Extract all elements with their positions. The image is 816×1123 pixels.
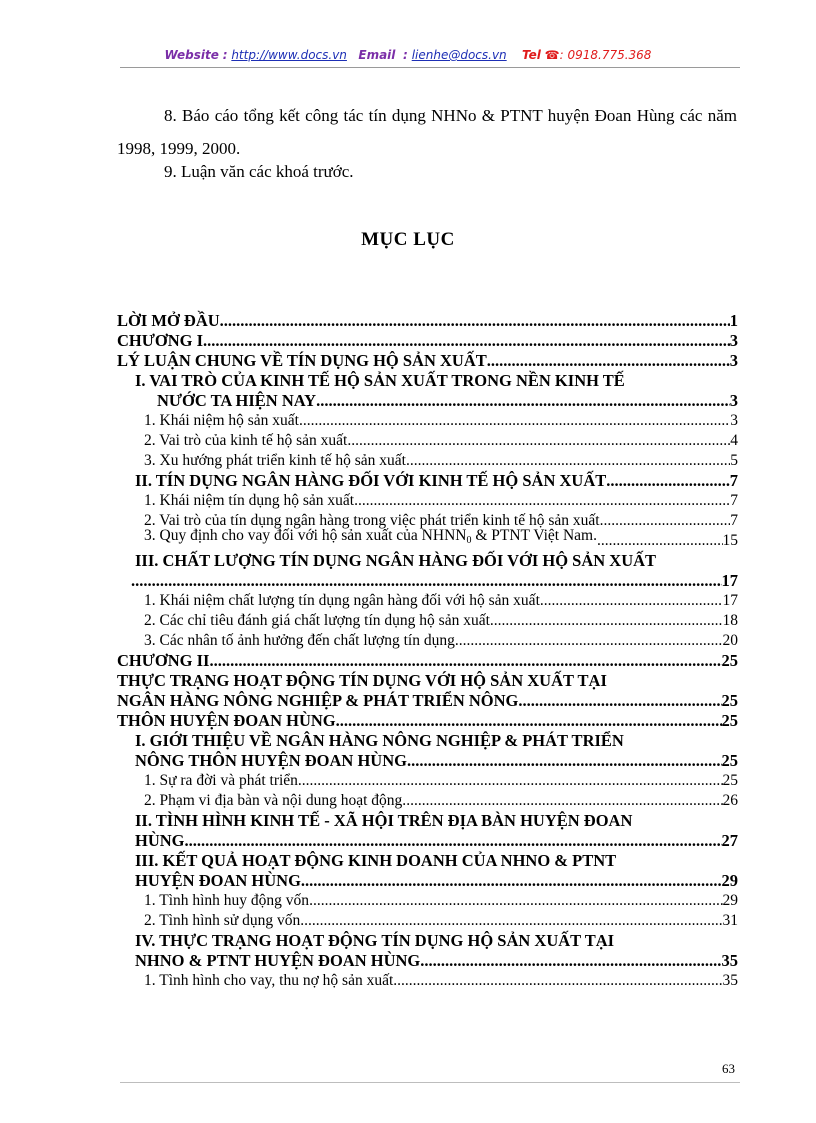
toc-leader bbox=[209, 651, 721, 671]
toc-entry[interactable] bbox=[117, 591, 738, 611]
toc-entry-title: 1. Khái niệm hộ sản xuất bbox=[144, 412, 299, 429]
toc-page: 25 bbox=[721, 751, 738, 770]
toc-entry-title: CHƯƠNG I bbox=[117, 331, 204, 350]
toc-entry-line1[interactable]: THỰC TRẠNG HOẠT ĐỘNG TÍN DỤNG VỚI HỘ SẢN XUẤT TẠI bbox=[117, 671, 607, 690]
toc-page: 25 bbox=[722, 772, 738, 789]
toc-entry-title: 1. Khái niệm chất lượng tín dụng ngân hàng đối với hộ sản xuất bbox=[144, 592, 540, 609]
toc-page: 35 bbox=[721, 951, 738, 970]
toc-entry-title: LỜI MỞ ĐẦU bbox=[117, 311, 220, 330]
toc-entry[interactable] bbox=[117, 491, 738, 511]
toc-entry[interactable] bbox=[117, 791, 738, 811]
toc-entry-title: 3. Các nhân tố ảnh hưởng đến chất lượng tín dụng bbox=[144, 632, 455, 649]
toc-entry[interactable] bbox=[117, 911, 738, 931]
toc-page: 15 bbox=[722, 532, 738, 549]
toc-leader bbox=[309, 891, 722, 911]
toc-entry-line1[interactable]: II. TÌNH HÌNH KINH TẾ - XÃ HỘI TRÊN ĐỊA BÀN HUYỆN ĐOAN bbox=[135, 811, 633, 830]
toc-leader bbox=[420, 951, 721, 971]
toc-entry-line1[interactable]: III. KẾT QUẢ HOẠT ĐỘNG KINH DOANH CỦA NHNO & PTNT bbox=[135, 851, 617, 870]
toc-entry[interactable] bbox=[117, 631, 738, 651]
toc-entry[interactable] bbox=[117, 451, 738, 471]
toc-page: 25 bbox=[721, 711, 738, 730]
toc-leader bbox=[455, 631, 723, 651]
toc-leader bbox=[490, 611, 723, 631]
toc-page: 29 bbox=[722, 892, 738, 909]
toc-leader bbox=[487, 351, 730, 371]
toc-leader bbox=[347, 431, 730, 451]
toc-page: 17 bbox=[721, 571, 738, 590]
toc-page: 31 bbox=[722, 912, 738, 929]
toc-leader bbox=[336, 711, 722, 731]
toc-entry-title: NƯỚC TA HIỆN NAY bbox=[157, 391, 317, 410]
toc-entry[interactable] bbox=[117, 331, 738, 351]
toc-page: 3 bbox=[729, 331, 738, 350]
toc-page: 4 bbox=[730, 432, 738, 449]
toc-page: 18 bbox=[722, 612, 738, 629]
toc-entry[interactable] bbox=[117, 571, 738, 591]
toc-page: 3 bbox=[730, 412, 738, 429]
toc-entry-text: & PTNT Việt Nam. bbox=[471, 527, 597, 544]
header-divider bbox=[120, 67, 740, 68]
toc-entry-title: 1. Tình hình cho vay, thu nợ hộ sản xuất bbox=[144, 972, 394, 989]
toc-page: 3 bbox=[729, 391, 738, 410]
toc-entry[interactable] bbox=[117, 471, 738, 491]
toc-leader bbox=[600, 511, 731, 531]
toc-page: 20 bbox=[722, 632, 738, 649]
toc-page: 25 bbox=[721, 651, 738, 670]
toc-leader bbox=[301, 871, 722, 891]
reference-item: 9. Luận văn các khoá trước. bbox=[164, 162, 354, 181]
toc-page: 7 bbox=[729, 471, 738, 490]
toc-entry[interactable] bbox=[117, 411, 738, 431]
toc-entry-title: 2. Vai trò của tín dụng ngân hàng trong việc phát triển kinh tế hộ sản xuất bbox=[144, 512, 600, 529]
toc-entry[interactable] bbox=[117, 651, 738, 671]
toc-entry-title: 2. Vai trò của kinh tế hộ sản xuất bbox=[144, 432, 348, 449]
toc-leader bbox=[540, 591, 723, 611]
toc-entry-title: CHƯƠNG II bbox=[117, 651, 210, 670]
toc-leader bbox=[220, 311, 730, 331]
toc-entry[interactable] bbox=[117, 751, 738, 771]
toc-leader bbox=[393, 971, 722, 991]
toc-entry[interactable] bbox=[117, 971, 738, 991]
toc-entry-title: 1. Tình hình huy động vốn bbox=[144, 892, 310, 909]
email-sep: : bbox=[403, 48, 408, 62]
toc-page: 5 bbox=[730, 452, 738, 469]
email-link[interactable]: lienhe@docs.vn bbox=[411, 48, 507, 62]
toc-entry-title: NGÂN HÀNG NÔNG NGHIỆP & PHÁT TRIỂN NÔNG bbox=[117, 691, 519, 710]
toc-entry-title: 2. Phạm vi địa bàn và nội dung hoạt động. bbox=[144, 792, 407, 809]
page-title: MỤC LỤC bbox=[361, 229, 455, 250]
toc-entry[interactable] bbox=[117, 771, 738, 791]
toc-page: 35 bbox=[722, 972, 738, 989]
toc-entry-title: HÙNG bbox=[135, 831, 185, 850]
reference-item: 8. Báo cáo tổng kết công tác tín dụng NHNo & PTNT huyện Đoan Hùng các năm 1998, 1999, 2000. bbox=[117, 106, 737, 158]
toc-entry[interactable] bbox=[117, 951, 738, 971]
toc-leader bbox=[606, 471, 730, 491]
toc-leader bbox=[406, 791, 722, 811]
toc-leader bbox=[203, 331, 730, 351]
toc-entry[interactable] bbox=[117, 871, 738, 891]
toc-entry[interactable] bbox=[117, 611, 738, 631]
toc-page: 7 bbox=[730, 512, 738, 529]
toc-leader bbox=[299, 411, 730, 431]
page-number: 63 bbox=[722, 1061, 735, 1076]
toc-entry-line1[interactable]: IV. THỰC TRẠNG HOẠT ĐỘNG TÍN DỤNG HỘ SẢN XUẤT TẠI bbox=[135, 931, 615, 950]
toc-entry-title: II. TÍN DỤNG NGÂN HÀNG ĐỐI VỚI KINH TẾ HỘ SẢN XUẤT bbox=[135, 471, 607, 490]
toc-entry-title: 3. Xu hướng phát triển kinh tế hộ sản xuất bbox=[144, 452, 406, 469]
toc-entry[interactable] bbox=[117, 831, 738, 851]
subscript: 0 bbox=[466, 535, 472, 546]
toc-leader bbox=[300, 911, 722, 931]
toc-leader bbox=[406, 451, 730, 471]
toc-page: 29 bbox=[721, 871, 738, 890]
toc-entry[interactable] bbox=[117, 691, 738, 711]
toc-leader bbox=[597, 531, 723, 551]
toc-leader bbox=[131, 571, 722, 591]
toc-entry[interactable] bbox=[117, 431, 738, 451]
table-of-contents bbox=[117, 311, 738, 991]
toc-entry-text: 3. Quy định cho vay đối với hộ sản xuất của NHNN bbox=[144, 527, 467, 544]
toc-page: 7 bbox=[730, 492, 738, 509]
toc-entry[interactable] bbox=[117, 891, 738, 911]
toc-page: 25 bbox=[721, 691, 738, 710]
website-label: Website bbox=[164, 48, 219, 62]
footer-divider bbox=[120, 1082, 740, 1083]
toc-leader bbox=[185, 831, 722, 851]
toc-entry-title bbox=[144, 526, 597, 551]
toc-entry[interactable] bbox=[117, 311, 738, 331]
toc-entry-title: 1. Sự ra đời và phát triển. bbox=[144, 772, 302, 789]
toc-entry-line1[interactable]: III. CHẤT LƯỢNG TÍN DỤNG NGÂN HÀNG ĐỐI VỚI HỘ SẢN XUẤT bbox=[135, 551, 657, 570]
toc-entry-line1[interactable]: I. VAI TRÒ CỦA KINH TẾ HỘ SẢN XUẤT TRONG NỀN KINH TẾ bbox=[135, 371, 625, 390]
toc-leader bbox=[316, 391, 730, 411]
toc-leader bbox=[518, 691, 721, 711]
toc-entry[interactable] bbox=[117, 527, 738, 551]
toc-entry-title: NÔNG THÔN HUYỆN ĐOAN HÙNG bbox=[135, 751, 407, 770]
page-header bbox=[0, 48, 816, 62]
toc-entry-title: HUYỆN ĐOAN HÙNG bbox=[135, 871, 301, 890]
toc-entry-title: 1. Khái niệm tín dụng hộ sản xuất bbox=[144, 492, 355, 509]
toc-entry[interactable] bbox=[117, 711, 738, 731]
toc-page: 27 bbox=[721, 831, 738, 850]
toc-leader bbox=[407, 751, 722, 771]
toc-page: 3 bbox=[729, 351, 738, 370]
website-link[interactable]: http://www.docs.vn bbox=[231, 48, 347, 62]
toc-leader bbox=[354, 491, 730, 511]
toc-entry-line1[interactable]: I. GIỚI THIỆU VỀ NGÂN HÀNG NÔNG NGHIỆP & PHÁT TRIỂN bbox=[135, 731, 624, 750]
toc-entry[interactable] bbox=[117, 351, 738, 371]
toc-entry-title: THÔN HUYỆN ĐOAN HÙNG bbox=[117, 711, 336, 730]
toc-entry-title: NHNO & PTNT HUYỆN ĐOAN HÙNG bbox=[135, 951, 421, 970]
toc-entry-title: 2. Tình hình sử dụng vốn bbox=[144, 912, 301, 929]
toc-page: 26 bbox=[722, 792, 738, 809]
tel-label: Tel bbox=[521, 48, 541, 62]
phone-icon: ☎ bbox=[544, 48, 560, 62]
toc-page: 17 bbox=[722, 592, 738, 609]
website-sep: : bbox=[222, 48, 228, 62]
tel-value: : 0918.775.368 bbox=[559, 48, 652, 62]
toc-entry-title: 2. Các chỉ tiêu đánh giá chất lượng tín dụng hộ sản xuất bbox=[144, 612, 490, 629]
toc-entry[interactable] bbox=[117, 391, 738, 411]
toc-leader bbox=[302, 771, 723, 791]
toc-entry-title: LÝ LUẬN CHUNG VỀ TÍN DỤNG HỘ SẢN XUẤT bbox=[117, 351, 487, 370]
email-label: Email bbox=[358, 48, 396, 62]
toc-page: 1 bbox=[729, 311, 738, 330]
